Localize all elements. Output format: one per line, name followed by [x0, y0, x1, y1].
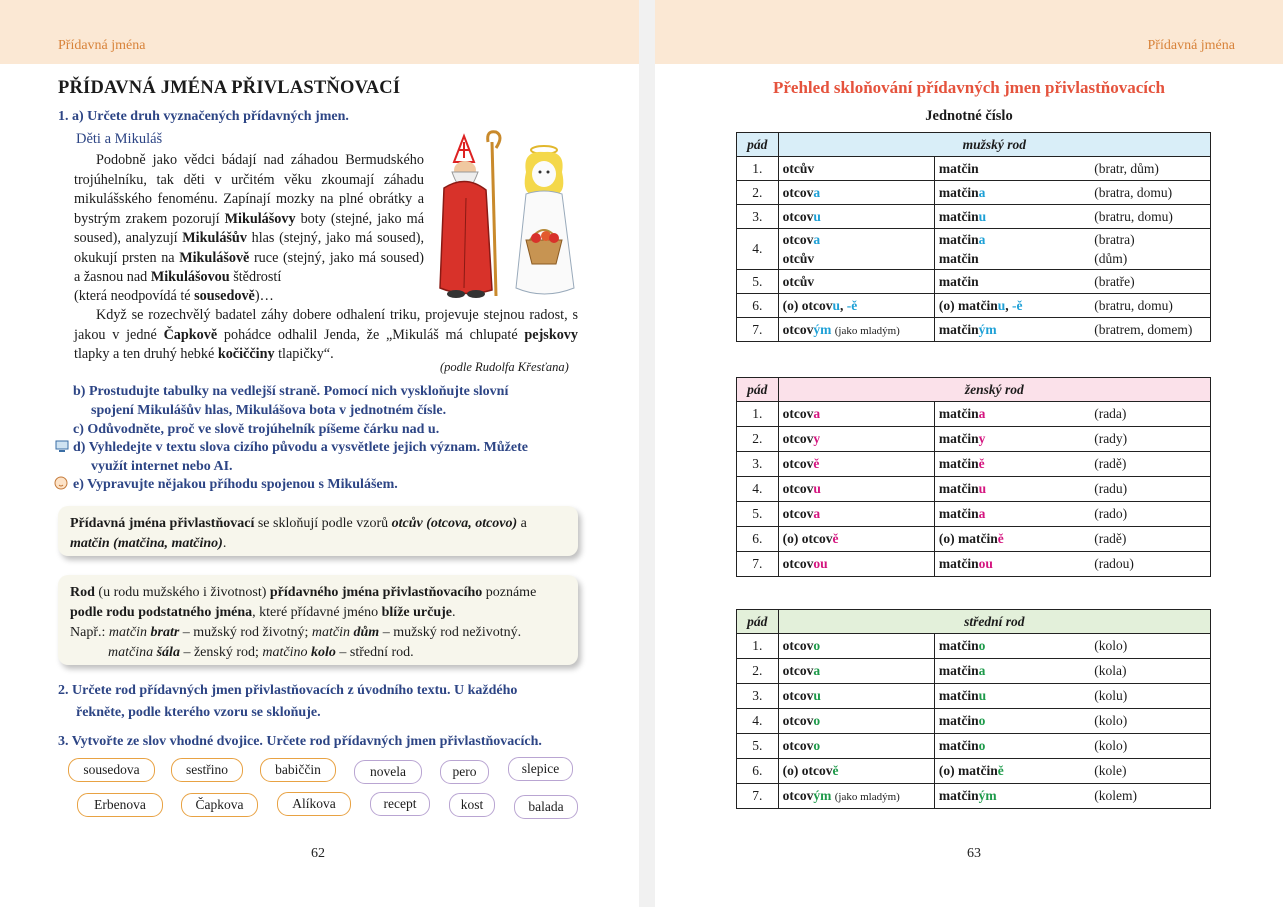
table-row	[737, 784, 1211, 809]
case-number: 3.	[737, 684, 779, 709]
word-chip: Alíkova	[277, 792, 351, 816]
masculine-table	[736, 132, 1211, 342]
case-number: 4.	[737, 229, 779, 270]
otcuv-form: otcovu	[778, 684, 934, 709]
word-chip: sousedova	[68, 758, 155, 782]
case-number: 6.	[737, 527, 779, 552]
case-number: 6.	[737, 759, 779, 784]
word-chip: recept	[370, 792, 430, 816]
matcin-form: matčinu	[934, 477, 1090, 502]
otcuv-form: otcova otcův	[778, 229, 934, 270]
otcuv-form: otcova	[778, 181, 934, 205]
table-row	[737, 402, 1211, 427]
matcin-form: matčino	[934, 709, 1090, 734]
right-page	[655, 0, 1283, 907]
example-nouns: (rada)	[1090, 402, 1210, 427]
mikulas-illustration	[434, 128, 582, 303]
gender-header: mužský rod	[778, 133, 1210, 157]
case-number: 2.	[737, 659, 779, 684]
example-nouns: (bratr, dům)	[1090, 157, 1210, 181]
case-number: 3.	[737, 205, 779, 229]
case-number: 2.	[737, 181, 779, 205]
matcin-form: (o) matčině	[934, 527, 1090, 552]
case-number: 1.	[737, 634, 779, 659]
table-row	[737, 477, 1211, 502]
gender-header: ženský rod	[778, 378, 1210, 402]
declension-overview-title: Přehled skloňování přídavných jmen přivlastňovacích	[773, 78, 1165, 97]
matcin-form: matčino	[934, 634, 1090, 659]
otcuv-form: otcovu	[778, 205, 934, 229]
table-row	[737, 634, 1211, 659]
word-chip: Čapkova	[181, 793, 258, 817]
otcuv-form: otcova	[778, 402, 934, 427]
table-row	[737, 294, 1211, 318]
story-paragraph-1: Podobně jako vědci bádají nad záhadou Bermudského trojúhelníku, tak děti v určitém věku zkoumají záhadu mikulášského fenoménu. Zapínají mozky na plné obrátky a bystrým zrakem pozorují Mikulášovy boty (stejné, jako má soused), analyzují Mikulášův hlas (stejný, jako má soused), okukují prsten na Mikulášově ruce (stejný, jako má soused) a žasnou nad Mikulášovou štědrostí	[74, 152, 425, 285]
matcin-form: matčina	[934, 181, 1090, 205]
otcuv-form: otcovou	[778, 552, 934, 577]
task-1d	[73, 438, 578, 476]
matcin-form: matčina	[934, 402, 1090, 427]
example-nouns: (kolo)	[1090, 634, 1210, 659]
example-nouns: (kolem)	[1090, 784, 1210, 809]
case-number: 5.	[737, 734, 779, 759]
task-2	[58, 680, 578, 724]
matcin-form: matčin	[934, 157, 1090, 181]
word-chip: sestřino	[171, 758, 243, 782]
matcin-form: (o) matčině	[934, 759, 1090, 784]
singular-subtitle: Jednotné číslo	[925, 108, 1013, 124]
example-nouns: (radě)	[1090, 527, 1210, 552]
word-chip: kost	[449, 793, 495, 817]
page-title: PŘÍDAVNÁ JMÉNA PŘIVLASTŇOVACÍ	[58, 78, 401, 98]
task-1a: 1. a) Určete druh vyznačených přídavných jmen.	[58, 109, 349, 124]
story-source: (podle Rudolfa Křesťana)	[440, 360, 569, 374]
otcuv-form: otcovo	[778, 634, 934, 659]
right-page-number: 63	[967, 846, 981, 861]
pad-header: pád	[737, 610, 779, 634]
word-chip: Erbenova	[77, 793, 163, 817]
right-header-band	[655, 0, 1283, 64]
task-2-line2: řekněte, podle kterého vzoru se skloňuje.	[76, 705, 321, 720]
example-nouns: (radou)	[1090, 552, 1210, 577]
table-row	[737, 181, 1211, 205]
matcin-form: matčina	[934, 502, 1090, 527]
table-row	[737, 659, 1211, 684]
example-nouns: (bratru, domu)	[1090, 294, 1210, 318]
table-row	[737, 684, 1211, 709]
left-page	[0, 0, 639, 907]
otcuv-form: otcova	[778, 502, 934, 527]
page-gutter	[639, 0, 655, 907]
matcin-form: matčiným	[934, 318, 1090, 342]
example-nouns: (kolo)	[1090, 734, 1210, 759]
speaking-head-icon	[54, 476, 68, 490]
task-1b-line2: spojení Mikulášův hlas, Mikulášova bota v jednotném čísle.	[91, 403, 447, 418]
table-header-row	[737, 378, 1211, 402]
otcuv-form: otcův	[778, 157, 934, 181]
table-row	[737, 552, 1211, 577]
table-row	[737, 709, 1211, 734]
table-row	[737, 427, 1211, 452]
story-paragraph-2: Když se rozechvělý badatel záhy dobere odhalení triku, projevuje stejnou radost, s jakou v jedné Čapkově pohádce odhalil Jenda, že „Mikuláš má chlupaté pejskovy tlapky a ten druhý hebké kočiččiny tlapičky“.	[74, 307, 578, 362]
pad-header: pád	[737, 378, 779, 402]
case-number: 5.	[737, 502, 779, 527]
example-nouns: (rady)	[1090, 427, 1210, 452]
otcuv-form: otcova	[778, 659, 934, 684]
matcin-form: matčinu	[934, 684, 1090, 709]
table-row	[737, 759, 1211, 784]
otcuv-form: (o) otcově	[778, 759, 934, 784]
table-header-row	[737, 133, 1211, 157]
matcin-form: matčino	[934, 734, 1090, 759]
task-1c: c) Odůvodněte, proč ve slově trojúhelník píšeme čárku nad u.	[73, 422, 440, 437]
example-nouns: (kolu)	[1090, 684, 1210, 709]
case-number: 2.	[737, 427, 779, 452]
neuter-table	[736, 609, 1211, 809]
case-number: 4.	[737, 709, 779, 734]
table-row	[737, 452, 1211, 477]
case-number: 7.	[737, 318, 779, 342]
example-nouns: (rado)	[1090, 502, 1210, 527]
task-1d-line2: využít internet nebo AI.	[91, 459, 233, 474]
otcuv-form: otcův	[778, 270, 934, 294]
otcuv-form: (o) otcově	[778, 527, 934, 552]
word-chip: novela	[354, 760, 422, 784]
otcuv-form: otcovým (jako mladým)	[778, 318, 934, 342]
matcin-form: matčině	[934, 452, 1090, 477]
word-chip: balada	[514, 795, 578, 819]
example-nouns: (bratra, domu)	[1090, 181, 1210, 205]
matcin-form: matčinu	[934, 205, 1090, 229]
task-1b	[73, 382, 578, 420]
example-nouns: (kole)	[1090, 759, 1210, 784]
matcin-form: matčina matčin	[934, 229, 1090, 270]
left-page-number: 62	[311, 846, 325, 861]
example-nouns: (kola)	[1090, 659, 1210, 684]
left-header-title: Přídavná jména	[58, 38, 146, 53]
left-header-band	[0, 0, 639, 64]
matcin-form: matčin	[934, 270, 1090, 294]
table-row	[737, 318, 1211, 342]
pad-header: pád	[737, 133, 779, 157]
right-header-title: Přídavná jména	[1147, 38, 1235, 53]
feminine-table	[736, 377, 1211, 577]
otcuv-form: (o) otcovu, -ě	[778, 294, 934, 318]
task-3: 3. Vytvořte ze slov vhodné dvojice. Určete rod přídavných jmen přivlastňovacích.	[58, 734, 542, 749]
word-chip: babiččin	[260, 758, 336, 782]
gender-header: střední rod	[778, 610, 1210, 634]
otcuv-form: otcovo	[778, 709, 934, 734]
example-nouns: (radu)	[1090, 477, 1210, 502]
matcin-form: matčina	[934, 659, 1090, 684]
matcin-form: matčiným	[934, 784, 1090, 809]
story-paragraph-1-end: (která neodpovídá té sousedově)…	[74, 288, 274, 304]
table-row	[737, 527, 1211, 552]
otcuv-form: otcovu	[778, 477, 934, 502]
case-number: 1.	[737, 157, 779, 181]
example-nouns: (bratru, domu)	[1090, 205, 1210, 229]
table-row	[737, 734, 1211, 759]
example-nouns: (kolo)	[1090, 709, 1210, 734]
table-row	[737, 270, 1211, 294]
matcin-form: matčinou	[934, 552, 1090, 577]
matcin-form: (o) matčinu, -ě	[934, 294, 1090, 318]
example-nouns: (bratra) (dům)	[1090, 229, 1210, 270]
task-1d-line1: d) Vyhledejte v textu slova cizího původu a vysvětlete jejich význam. Můžete	[73, 440, 528, 455]
case-number: 4.	[737, 477, 779, 502]
rule-box-gender: Rod (u rodu mužského i životnost) přídavného jména přivlastňovacího poznáme podle rodu podstatného jména, které přídavné jméno blíže určuje. Např.: matčin bratr – mužský rod životný; matčin dům – mužský rod neživotný. matčina šála – ženský rod; matčino kolo – střední rod.	[58, 575, 578, 665]
task-2-line1: 2. Určete rod přídavných jmen přivlastňovacích z úvodního textu. U každého	[58, 683, 518, 698]
table-row	[737, 502, 1211, 527]
task-1e: e) Vypravujte nějakou příhodu spojenou s Mikulášem.	[73, 477, 398, 492]
table-header-row	[737, 610, 1211, 634]
case-number: 7.	[737, 552, 779, 577]
word-chip: pero	[440, 760, 489, 784]
case-number: 5.	[737, 270, 779, 294]
case-number: 1.	[737, 402, 779, 427]
task-1b-line1: b) Prostudujte tabulky na vedlejší straně. Pomocí nich vyskloňujte slovní	[73, 384, 509, 399]
case-number: 7.	[737, 784, 779, 809]
computer-icon	[55, 440, 69, 454]
matcin-form: matčiny	[934, 427, 1090, 452]
example-nouns: (bratře)	[1090, 270, 1210, 294]
table-row	[737, 205, 1211, 229]
rule-box-declension: Přídavná jména přivlastňovací se skloňují podle vzorů otcův (otcova, otcovo) a matčin (matčina, matčino).	[58, 506, 578, 556]
otcuv-form: otcovy	[778, 427, 934, 452]
table-row	[737, 229, 1211, 270]
word-chip: slepice	[508, 757, 573, 781]
otcuv-form: otcovo	[778, 734, 934, 759]
example-nouns: (radě)	[1090, 452, 1210, 477]
table-row	[737, 157, 1211, 181]
story-title: Děti a Mikuláš	[76, 131, 163, 147]
otcuv-form: otcovým (jako mladým)	[778, 784, 934, 809]
otcuv-form: otcově	[778, 452, 934, 477]
case-number: 3.	[737, 452, 779, 477]
example-nouns: (bratrem, domem)	[1090, 318, 1210, 342]
case-number: 6.	[737, 294, 779, 318]
